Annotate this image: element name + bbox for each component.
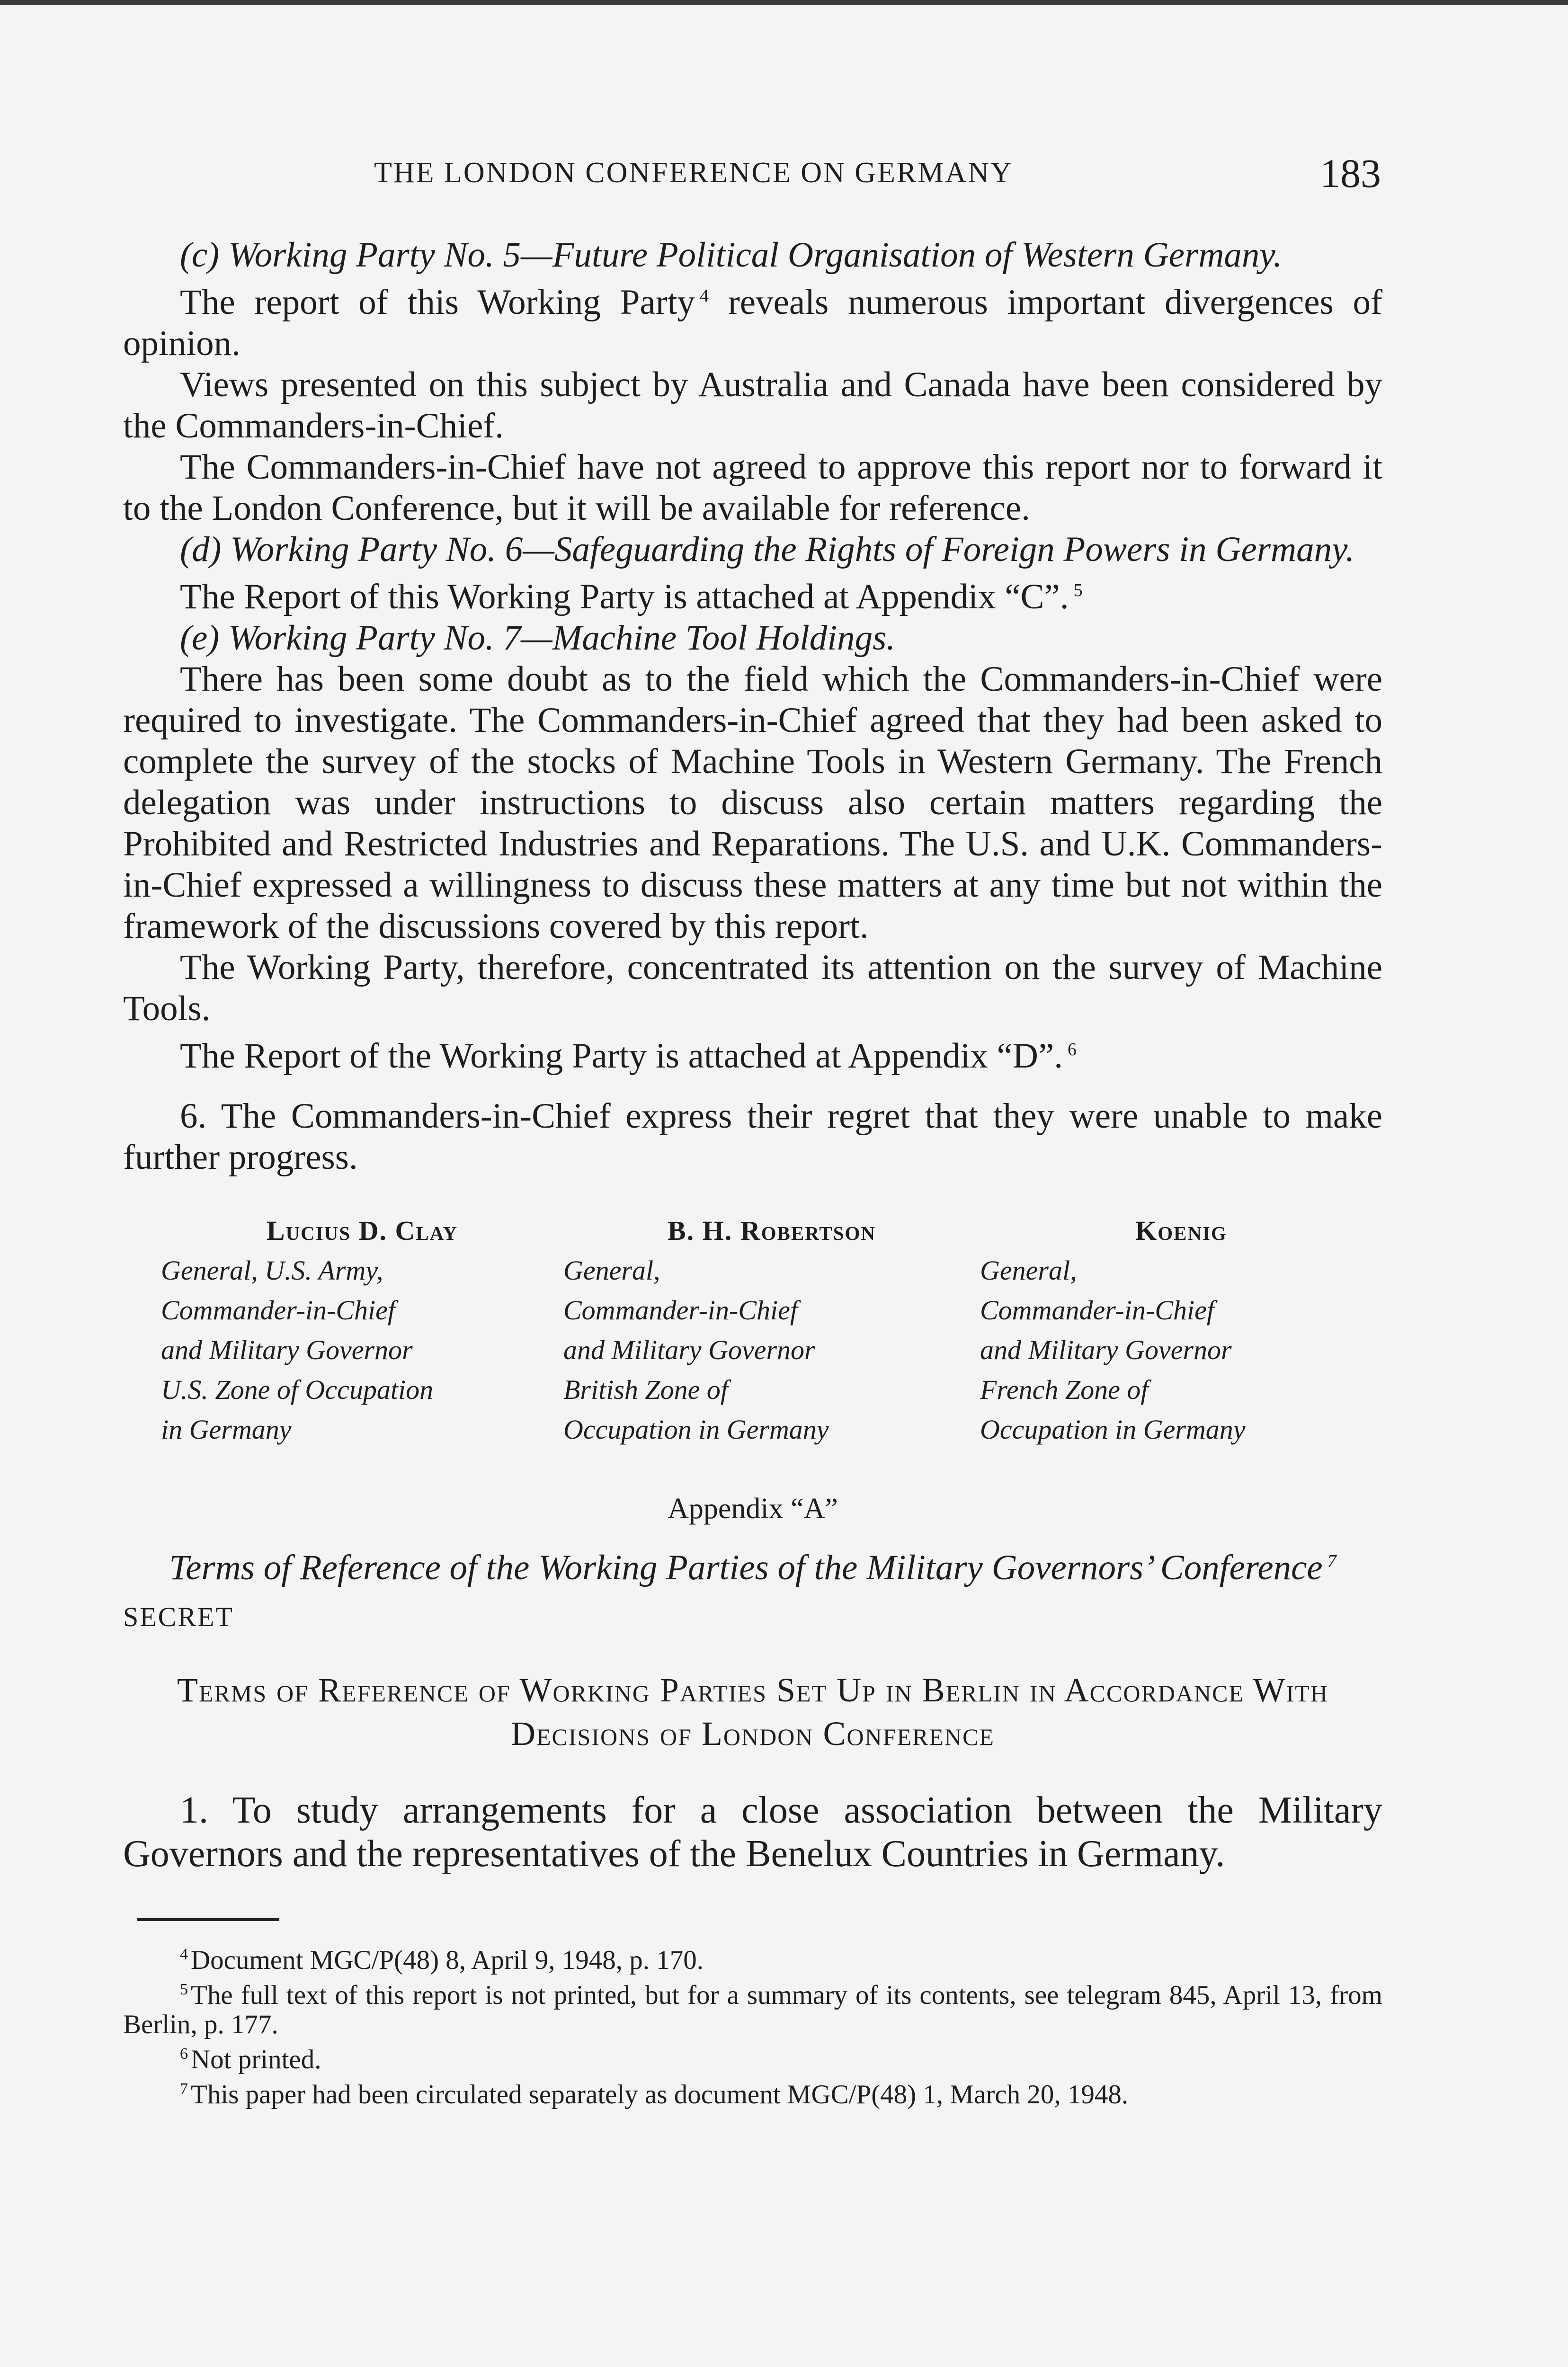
terms-item-1: 1. To study arrangements for a close association between the Military Governors and the representatives of the Benelux Countries in Germany.	[123, 1789, 1382, 1875]
signature-koenig	[980, 1211, 1382, 1450]
signatory-title-line: General, U.S. Army,	[161, 1255, 383, 1286]
signatory-title-line: General,	[563, 1255, 660, 1286]
footnote-text: The full text of this report is not printed, but for a summary of its contents, see telegram 845, April 13, from Berlin, p. 177.	[123, 1980, 1382, 2039]
signatory-title-line: French Zone of	[980, 1374, 1149, 1405]
signatory-title-line: British Zone of	[563, 1374, 729, 1405]
section-c-paragraph-2: Views presented on this subject by Australia and Canada have been considered by the Commanders-in-Chief.	[123, 365, 1382, 445]
footnote-ref-5: 5	[1073, 580, 1083, 600]
signatory-name: Lucius D. Clay	[266, 1215, 458, 1246]
footnote-7	[123, 2074, 1382, 2109]
paragraph-6: 6. The Commanders-in-Chief express their regret that they were unable to make further progress.	[123, 1096, 1382, 1177]
section-c-heading: (c) Working Party No. 5—Future Political Organisation of Western Germany.	[180, 235, 1283, 275]
footnote-mark: 5	[180, 1981, 188, 1998]
signature-robertson	[563, 1211, 980, 1450]
paragraph-text: The Report of the Working Party is attached at Appendix “D”.	[180, 1036, 1063, 1076]
footnote-mark: 4	[180, 1946, 188, 1963]
classification-label: SECRET	[123, 1602, 234, 1632]
appendix-title	[123, 1540, 1382, 1589]
signatory-title-line: and Military Governor	[161, 1335, 413, 1365]
scan-edge-line	[0, 0, 1568, 5]
signatory-name: B. H. Robertson	[667, 1215, 876, 1246]
footnote-divider	[137, 1918, 279, 1921]
section-c-paragraph-1	[123, 276, 1382, 364]
signatory-title-line: and Military Governor	[980, 1335, 1232, 1365]
signatory-name: Koenig	[1135, 1215, 1227, 1246]
signatory-title-line: Commander-in-Chief	[161, 1295, 396, 1326]
signatory-title-line: Occupation in Germany	[980, 1414, 1246, 1445]
footnote-mark: 7	[180, 2080, 188, 2098]
signatory-title-line: U.S. Zone of Occupation	[161, 1374, 434, 1405]
section-e-heading: (e) Working Party No. 7—Machine Tool Holdings.	[180, 618, 896, 658]
terms-heading: Terms of Reference of Working Parties Set Up in Berlin in Accordance With Decisions of London Conference	[177, 1671, 1328, 1753]
footnote-text: Document MGC/P(48) 8, April 9, 1948, p. 170.	[191, 1945, 704, 1975]
footnote-6	[123, 2039, 1382, 2074]
appendix-title-text: Terms of Reference of the Working Parties of the Military Governors’ Conference	[169, 1548, 1323, 1587]
signatory-title-line: and Military Governor	[563, 1335, 815, 1365]
footnote-ref-4: 4	[700, 286, 709, 306]
page-number: 183	[1320, 151, 1381, 196]
footnote-text: This paper had been circulated separately as document MGC/P(48) 1, March 20, 1948.	[191, 2080, 1129, 2109]
signature-clay	[123, 1211, 563, 1450]
signature-block	[123, 1211, 1382, 1450]
section-e-paragraph-3	[123, 1029, 1382, 1077]
signatory-title-line: General,	[980, 1255, 1077, 1286]
footnote-ref-6: 6	[1068, 1040, 1077, 1059]
paragraph-text: The report of this Working Party	[180, 283, 695, 322]
section-c-paragraph-3: The Commanders-in-Chief have not agreed to approve this report nor to forward it to the London Conference, but it will be available for reference.	[123, 447, 1382, 528]
signatory-title-line: in Germany	[161, 1414, 292, 1445]
signatory-title-line: Occupation in Germany	[563, 1414, 829, 1445]
signatory-title-line: Commander-in-Chief	[980, 1295, 1215, 1326]
appendix-label: Appendix “A”	[668, 1493, 838, 1525]
footnote-ref-7: 7	[1327, 1551, 1336, 1571]
footnote-mark: 6	[180, 2045, 188, 2063]
footnote-4	[123, 1940, 1382, 1975]
footnote-5	[123, 1975, 1382, 2039]
section-e-paragraph-1: There has been some doubt as to the field which the Commanders-in-Chief were required to investigate. The Commanders-in-Chief agreed that they had been asked to complete the survey of the stocks of Machine Tools in Western Germany. The French delegation was under instructions to discuss also certain matters regarding the Prohibited and Restricted Industries and Reparations. The U.S. and U.K. Commanders-in-Chief expressed a willingness to discuss these matters at any time but not within the framework of the discussions covered by this report.	[123, 659, 1382, 946]
paragraph-text: The Report of this Working Party is attached at Appendix “C”.	[180, 577, 1069, 616]
section-e-paragraph-2: The Working Party, therefore, concentrated its attention on the survey of Machine Tools.	[123, 948, 1382, 1028]
footnote-text: Not printed.	[191, 2045, 321, 2074]
running-header: THE LONDON CONFERENCE ON GERMANY	[374, 157, 1013, 189]
main-content	[123, 234, 1382, 2109]
paragraph-text: reveals numerous important divergences of opinion.	[123, 283, 1383, 363]
section-d-paragraph-1	[123, 570, 1382, 617]
signatory-title-line: Commander-in-Chief	[563, 1295, 798, 1326]
section-d-heading: (d) Working Party No. 6—Safeguarding the Rights of Foreign Powers in Germany.	[180, 530, 1355, 569]
